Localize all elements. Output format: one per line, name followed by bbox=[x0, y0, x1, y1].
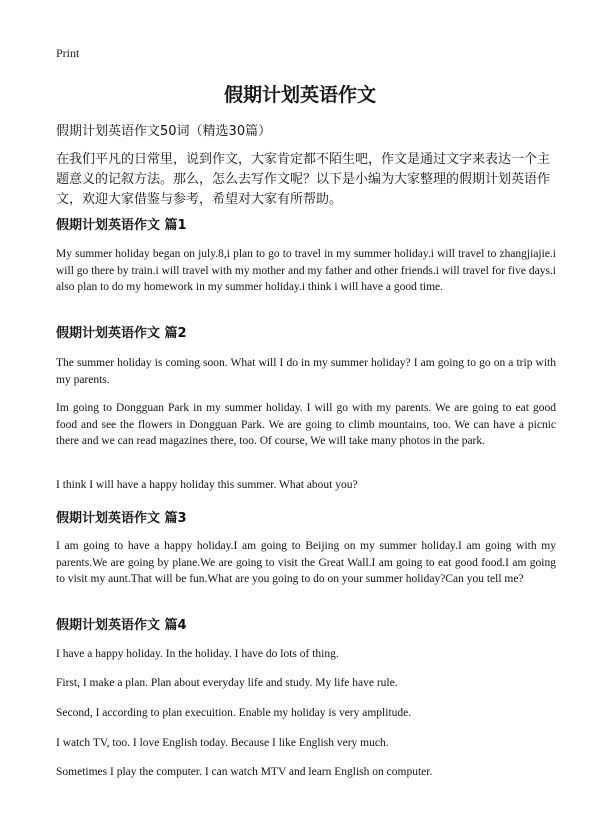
section-4-paragraph-4: I watch TV, too. I love English today. Because I like English very much. bbox=[56, 737, 389, 749]
section-2-paragraph-3: I think I will have a happy holiday this summer. What about you? bbox=[56, 479, 358, 491]
page-title: 假期计划英语作文 bbox=[223, 84, 376, 106]
section-4-paragraph-5: Sometimes I play the computer. I can watch MTV and learn English on computer. bbox=[56, 766, 433, 778]
print-link[interactable]: Print bbox=[56, 46, 80, 60]
section-4-paragraph-2: First, I make a plan. Plan about everyday life and study. My life have rule. bbox=[56, 677, 398, 689]
intro-paragraph: 在我们平凡的日常里，说到作文，大家肯定都不陌生吧，作文是通过文字来表达一个主题意义的记叙方法。那么，怎么去写作文呢？以下是小编为大家整理的假期计划英语作文，欢迎大家借鉴与参考，希望对大家有所帮助。 bbox=[56, 152, 551, 207]
section-4-paragraph-1: I have a happy holiday. In the holiday. I have do lots of thing. bbox=[56, 648, 339, 660]
section-heading-2: 假期计划英语作文 篇2 bbox=[56, 326, 187, 341]
section-2-paragraph-1: The summer holiday is coming soon. What will I do in my summer holiday? I am going to go on a trip with my parents. bbox=[56, 357, 556, 386]
section-heading-1: 假期计划英语作文 篇1 bbox=[56, 218, 187, 233]
section-heading-4: 假期计划英语作文 篇4 bbox=[56, 618, 187, 633]
section-1-paragraph-1: My summer holiday began on july.8,i plan to go to travel in my summer holiday.i will travel to zhangjiajie.i will go there by train.i will travel with my mother and my father and other friends.i will travel for five days.i also plan to do my homework in my summer holiday.i think i will have a good time. bbox=[56, 248, 556, 293]
section-3-paragraph-1: I am going to have a happy holiday.I am going to Beijing on my summer holiday.I am going with my parents.We are going by plane.We are going to visit the Great Wall.I am going to eat good food.I am going to visit my aunt.That will be fun.What are you going to do on your summer holiday?Can you tell me? bbox=[56, 540, 556, 585]
section-2-paragraph-2: Im going to Dongguan Park in my summer holiday. I will go with my parents. We are going to eat good food and see the flowers in Dongguan Park. We are going to climb mountains, too. We can have a picnic there and we can read magazines there, too. Of course, We will take many photos in the park. bbox=[56, 402, 556, 447]
section-4-paragraph-3: Second, I according to plan execuition. Enable my holiday is very amplitude. bbox=[56, 707, 412, 719]
section-heading-3: 假期计划英语作文 篇3 bbox=[56, 511, 187, 526]
subtitle: 假期计划英语作文50词（精选30篇） bbox=[56, 124, 272, 139]
